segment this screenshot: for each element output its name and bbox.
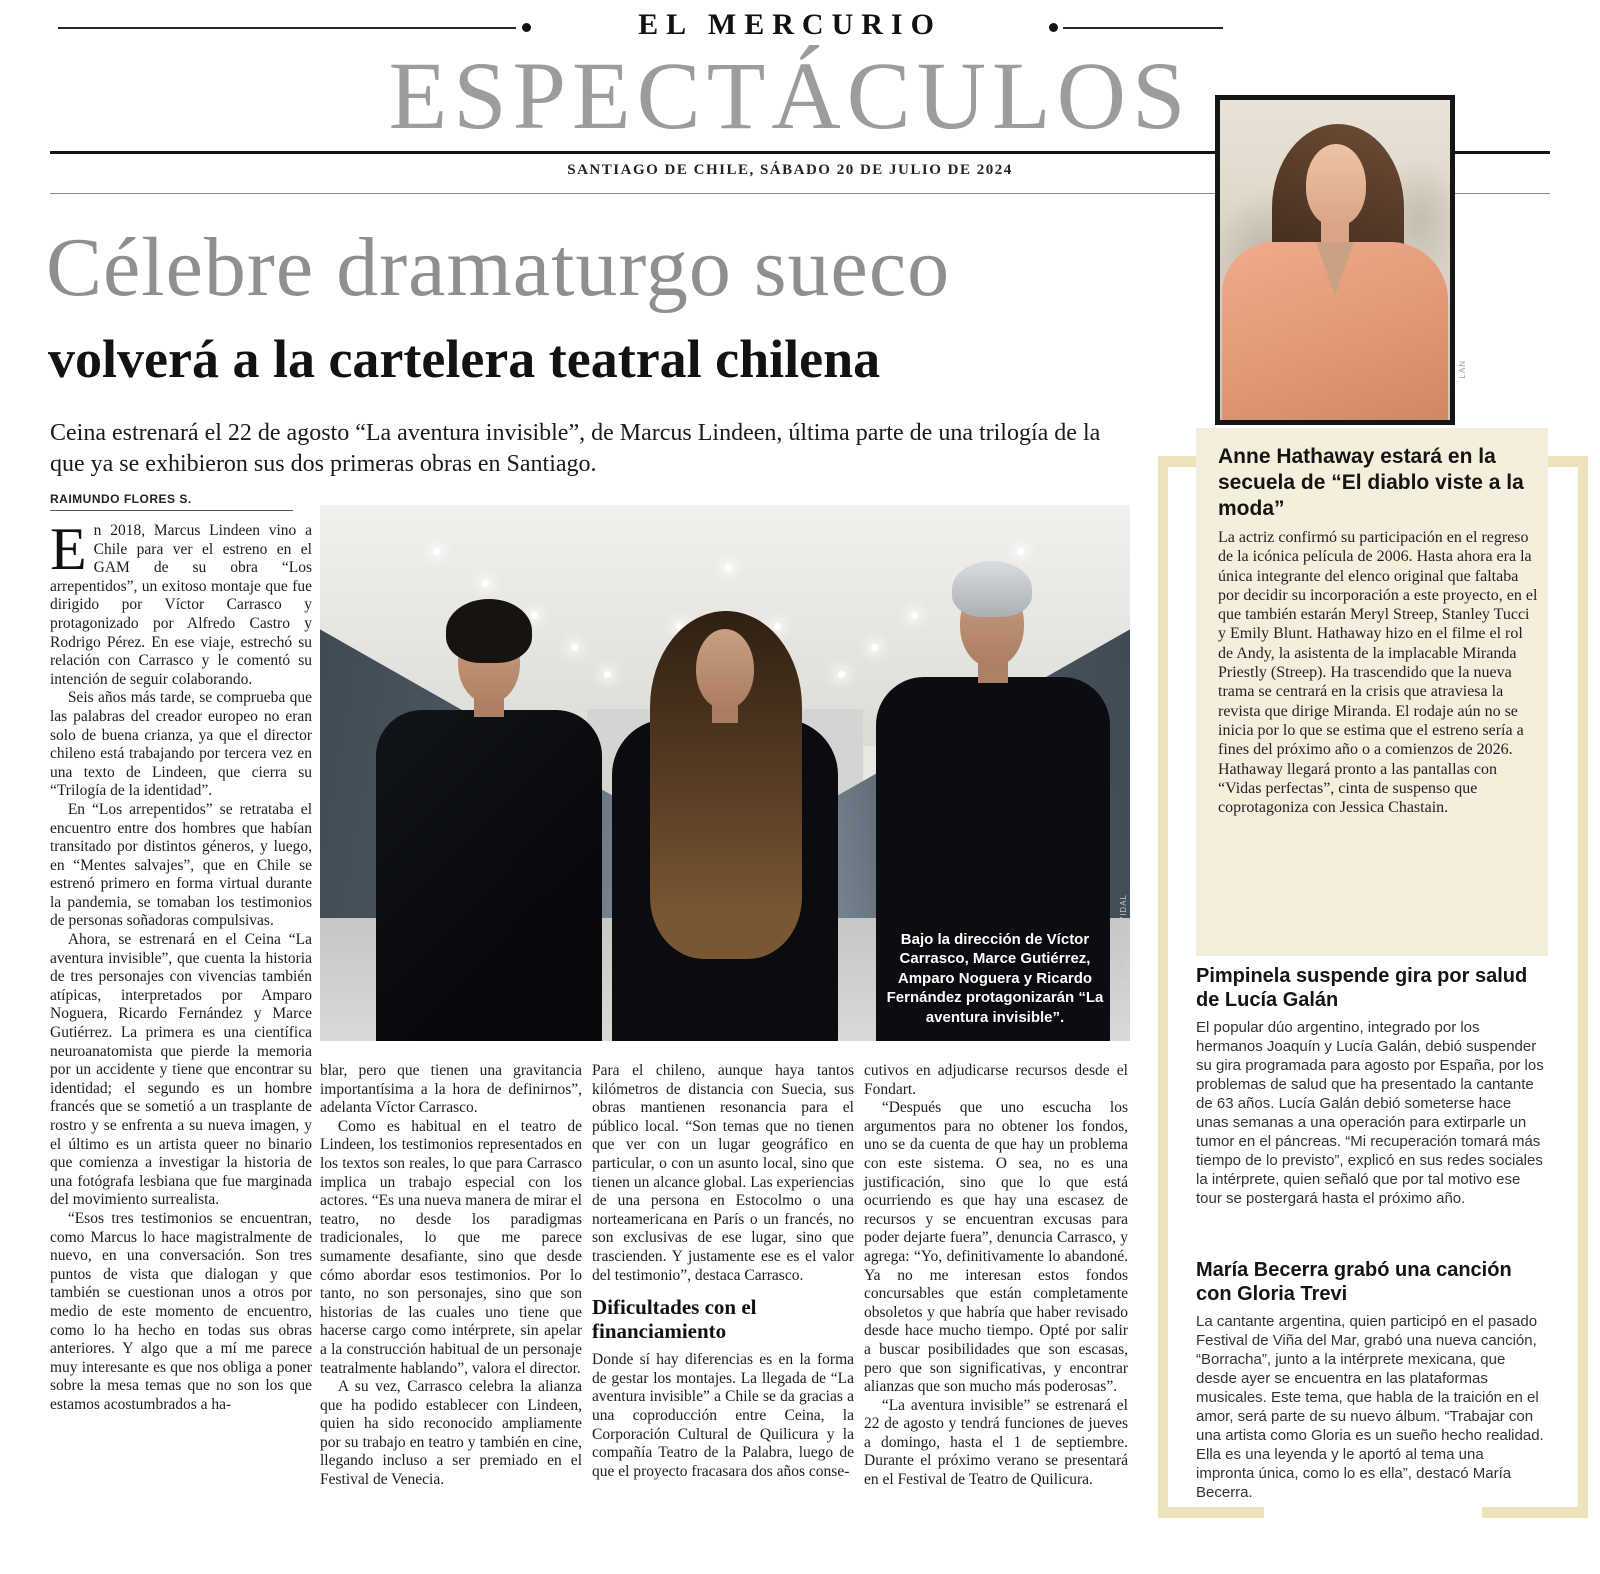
paragraph: En 2018, Marcus Lindeen vino a Chile para ver el estreno en el GAM de su obra “Los arrepentidos”, un exitoso montaje que fue dirigido por Víctor Carrasco y protagonizado por Alfredo Castro y Rodrigo Pérez. En ese viaje, estrechó su relación con Carrasco y le comentó su intención de seguir colaborando. [50,516,312,688]
pimpinela-body: El popular dúo argentino, integrado por los hermanos Joaquín y Lucía Galán, debió suspender su gira programada para agosto por España, por los problemas de salud que ha presentado la cantante de 63 años. Lucía Galán debió someterse hace unas semanas a una operación para extirparle un tumor en el páncreas. “Mi recuperación tomará más tiempo de lo previsto”, explicó en sus redes sociales la intérprete, quien señaló que por tal motivo ese tour se postergará hasta el próximo año. [1196,1019,1544,1207]
anne-body: La actriz confirmó su participación en el regreso de la icónica película de 2006. Hasta ahora era la única integrante del elenco original que faltaba por decidir su incorporación a este proyecto, en el que también estarán Meryl Streep, Stanley Tucci y Emily Blunt. Hathaway hizo en el filme el rol de Andy, la asistenta de la implacable Miranda Priestly (Streep). Ha trascendido que la nueva trama se centrará en la crisis que atraviesa la revista que dirige Miranda. El rodaje aún no se inicia por lo que se estima que el estreno sería a fines del próximo año o a comienzos de 2026. Hathaway llegará pronto a las pantallas con “Vidas perfectas”, cinta de suspenso que coprotagoniza con Jessica Chastain. [1218,529,1538,817]
deck: Ceina estrenará el 22 de agosto “La aventura invisible”, de Marcus Lindeen, última parte de una trilogía de la que ya se exhibieron sus dos primeras obras en Santiago. [50,420,1101,477]
section-title: ESPECTÁCULOS [388,42,1192,149]
anne-photo-credit: LAN [1458,360,1467,379]
paragraph: Seis años más tarde, se comprueba que las palabras del creador europeo no eran solo de buena crianza, ya que el director chileno está trabajando por tercera vez en una texto de Lindeen, que cierra su “Trilogía de la identidad”. [50,689,312,800]
paragraph: “Después que uno escucha los argumentos para no obtener los fondos, uno se da cuenta de que hay un problema con este sistema. O sea, no es una justificación, sino que lo que está ocurriendo es que hay una escasez de recursos y se encuentran excusas para poder dejarte fuera”, denuncia Carrasco, y agrega: “Yo, definitivamente lo abandoné. Ya no me interesan estos fondos concursables que están completamente obsoletos y que habría que haber revisado desde hace mucho tiempo. Opté por salir a buscar posibilidades que son escasas, pero que son significativas, y encontrar alianzas que son mucho más poderosas”. [864,1099,1128,1396]
paragraph: Ahora, se estrenará en el Ceina “La aventura invisible”, que cuenta la historia de tres personajes con vivencias también atípicas, interpretados por Amparo Noguera, Ricardo Fernández y Marce Gutiérrez. La primera es una científica neuroanatomista que pierde la memoria por un accidente y tiene que encontrar su identidad; el segundo es un hombre francés que se sometió a un trasplante de rostro y se enfrenta a su nueva imagen, y el último es un artista queer no binario que comienza a investigar la historia de una fotógrafa lesbiana que fue marginada del movimiento surrealista. [50,931,312,1209]
anne-title: Anne Hathaway estará en la secuela de “El diablo viste a la moda” [1218,445,1524,520]
sidebar-frame-left [1158,456,1168,1518]
newspaper-brand: EL MERCURIO [638,8,942,41]
paragraph: Como es habitual en el teatro de Lindeen, los testimonios representados en los textos son reales, lo que para Carrasco implica un trabajo especial con los actores. “Es una nueva manera de mirar el teatro, no desde los paradigmas tradicionales, lo que me parece sumamente desafiante, sino que desde cómo abordar esos testimonios. Por lo tanto, no son personajes, sino que son historias de las cuales uno tiene que hacerse cargo como intérprete, sin apelar a la construcción habitual de un personaje teatralmente hablando”, valora el director. [320,1117,582,1377]
article-column-3 [592,1062,854,1481]
ceiling-light [604,671,611,678]
ceiling-light [482,580,489,587]
paragraph: A su vez, Carrasco celebra la alianza que ha podido establecer con Lindeen, quien ha sido reconocido ampliamente por su trabajo en teatro y también en cine, llegando incluso a ser premiado en el Festival de Venecia. [320,1378,582,1489]
ceiling-light [1017,548,1024,555]
byline-rule [50,510,293,511]
paragraph: Donde sí hay diferencias es en la forma de gestar los montajes. La llegada de “La aventura invisible” a Chile se da gracias a una coproducción entre Ceina, la Corporación Cultural de Quilicura y la compañía Teatro de la Palabra, luego de que el proyecto fracasara dos años conse- [592,1351,854,1480]
dateline: SANTIAGO DE CHILE, SÁBADO 20 DE JULIO DE 2024 [567,162,1013,178]
becerra-body: La cantante argentina, quien participó en el pasado Festival de Viña del Mar, grabó una nueva canción, “Borracha”, junto a la intérprete mexicana, que desde ayer se encuentra en las plataformas musicales. Este tema, que habla de la traición en el amor, será parte de su nuevo álbum. “Trabajar con una artista como Gloria es un sueño hecho realidad. Ella es una leyenda y le aportó al tema una impronta única, como lo es ella”, destacó María Becerra. [1196,1313,1544,1501]
ceiling-light [774,623,781,630]
actor-left-body [376,710,602,1041]
masthead-dot-right [1049,23,1058,32]
article-column-2 [320,1062,582,1490]
main-photo [320,505,1130,1041]
article-column-1 [50,516,312,1415]
paragraph: En “Los arrepentidos” se retrataba el encuentro entre dos hombres que habían transitado por distintos géneros, y luego, en “Mentes salvajes”, que en Chile se estrenó primero en forma virtual durante la pandemia, se tomaban los testimonios de personas soñadoras compulsivas. [50,800,312,930]
article-column-4 [864,1062,1128,1490]
paragraph: Para el chileno, aunque haya tantos kilómetros de distancia con Suecia, sus obras mantienen resonancia para el público local. “Son temas que no tienen que ver con un lugar geográfico en particular, o con un asunto local, sino que tienen un alcance global. Las experiencias de una persona en Estocolmo o una norteamericana en París o un francés, no son exclusivas de ese lugar, sino que trascienden. Y justamente ese es el valor del testimonio”, destaca Carrasco. [592,1062,854,1284]
sidebar-frame-bottom-right [1482,1507,1588,1518]
paragraph: cutivos en adjudicarse recursos desde el Fondart. [864,1062,1128,1098]
ceiling-light [531,612,538,619]
byline: RAIMUNDO FLORES S. [50,492,192,506]
headline-line2: volverá a la cartelera teatral chilena [48,329,881,389]
masthead-dot-left [522,23,531,32]
masthead-rule-right [1063,27,1223,29]
paragraph: blar, pero que tienen una gravitancia importantísima a la hora de definirnos”, adelanta Víctor Carrasco. [320,1062,582,1117]
ceiling-light [725,564,732,571]
actor-center-face [696,629,754,709]
headline-line1: Célebre dramaturgo sueco [46,221,951,314]
paragraph: “La aventura invisible” se estrenará el 22 de agosto y tendrá funciones de jueves a domingo, hasta el 1 de septiembre. Durante el próximo verano se presentará en el Festival de Teatro de Quilicura. [864,1396,1128,1489]
anne-face [1306,144,1366,226]
actor-right-hair [952,561,1032,617]
paragraph: “Esos tres testimonios se encuentran, como Marcus lo hace magistralmente de nuevo, en una conversación. Son tres puntos de vista que dialogan y que también se cuestionan unos a otros por medio de este momento de encuentro, como lo ha hecho en todas sus obras anteriores. Y algo que a mí me parece muy interesante es que nos obliga a poner sobre la mesa temas que no son los que estamos acostumbrados a ha- [50,1209,312,1413]
photo-caption: Bajo la dirección de Víctor Carrasco, Marce Gutiérrez, Amparo Noguera y Ricardo Fernández protagonizarán “La aventura invisible”. [886,930,1104,1026]
photo-credit: CHRISTIAN VIDAL [1119,893,1128,977]
anne-photo [1215,95,1455,425]
becerra-title: María Becerra grabó una canción con Gloria Trevi [1196,1259,1512,1305]
pimpinela-title: Pimpinela suspende gira por salud de Lucía Galán [1196,965,1528,1011]
masthead-rule-left [58,27,516,29]
article-subhead: Dificultades con el financiamiento [592,1295,757,1344]
sidebar-frame-right [1578,456,1588,1518]
sidebar-frame-bottom-left [1158,1507,1264,1518]
actor-left-hair [446,599,532,663]
